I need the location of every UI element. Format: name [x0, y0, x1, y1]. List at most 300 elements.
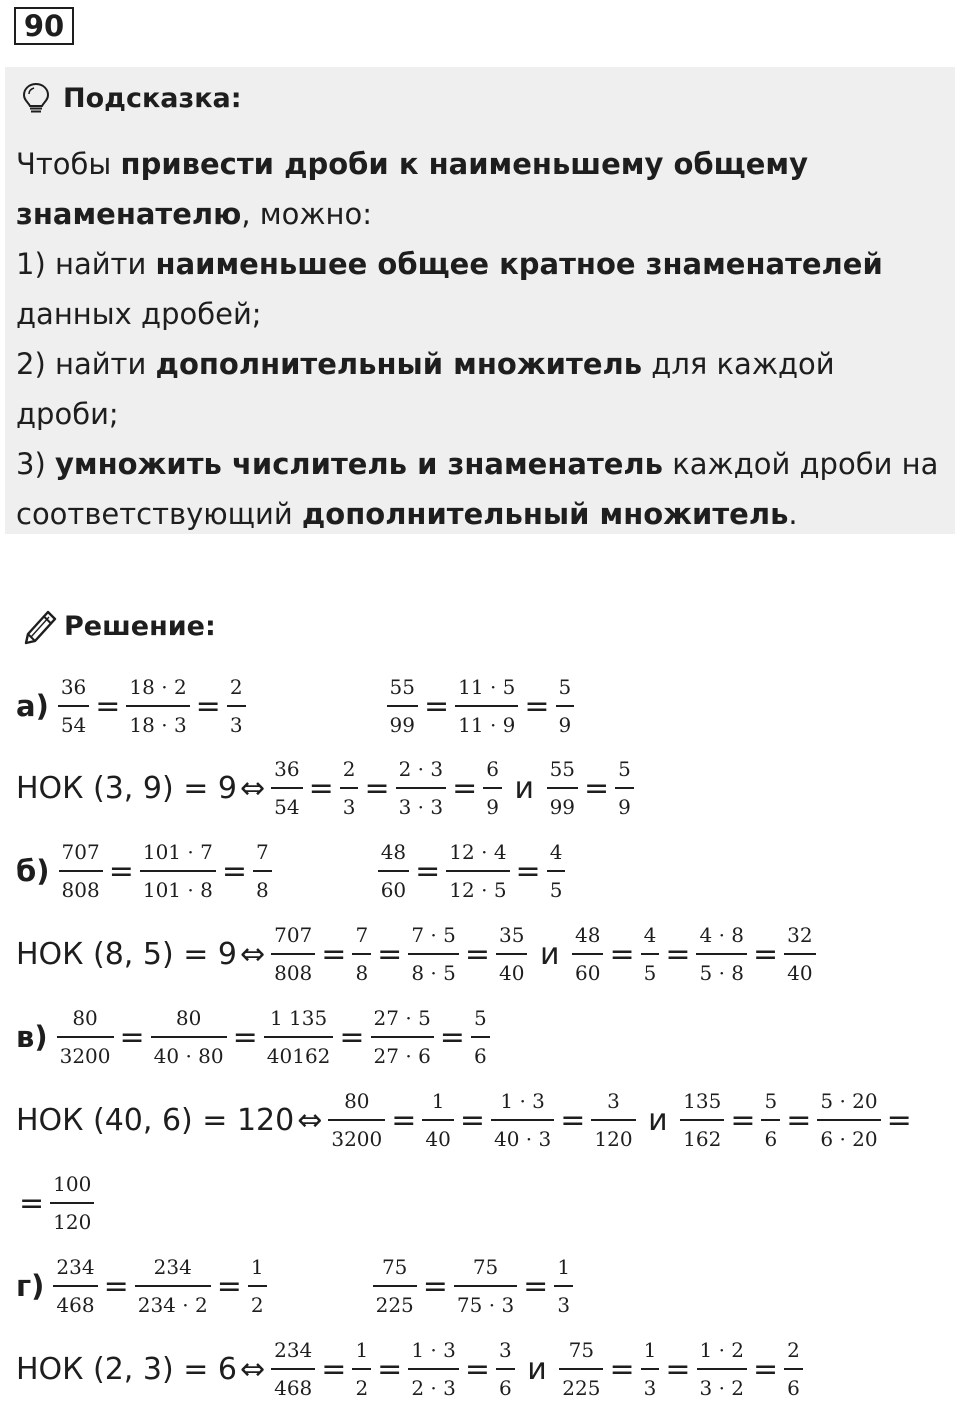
numerator: 4 · 8 — [699, 923, 745, 947]
operator: = — [364, 770, 390, 806]
item-label: г) — [16, 1269, 45, 1303]
hint-paragraph — [16, 139, 941, 239]
hint-text-run: 3) — [16, 447, 55, 481]
numerator: 5 — [473, 1006, 487, 1030]
fraction-bar — [140, 870, 216, 872]
denominator: 120 — [594, 1127, 633, 1151]
operator: = — [753, 1351, 779, 1387]
numerator: 32 — [787, 923, 813, 947]
fraction — [641, 1337, 660, 1401]
task-number: 90 — [14, 7, 74, 45]
numerator: 27 · 5 — [373, 1006, 431, 1030]
denominator: 18 · 3 — [129, 713, 187, 737]
numerator: 1 · 2 — [699, 1338, 745, 1362]
operator: = — [464, 936, 490, 972]
fraction-bar — [556, 705, 575, 707]
fraction — [547, 756, 578, 820]
fraction-bar — [547, 870, 566, 872]
denominator: 101 · 8 — [142, 878, 213, 902]
operator: = — [308, 770, 334, 806]
numerator: 18 · 2 — [129, 675, 187, 699]
fraction-bar — [352, 953, 371, 955]
denominator: 808 — [61, 878, 100, 902]
solution-line — [16, 1001, 493, 1073]
fraction-bar — [227, 705, 246, 707]
numerator: 707 — [61, 840, 100, 864]
fraction — [496, 1337, 515, 1401]
numerator: 4 — [643, 923, 657, 947]
numerator: 75 — [381, 1255, 408, 1279]
expression-text: и — [504, 770, 544, 806]
fraction — [784, 922, 815, 986]
bold-term: дополнительный множитель — [301, 497, 789, 531]
fraction — [396, 756, 447, 820]
fraction — [352, 1337, 371, 1401]
fraction — [151, 1005, 227, 1069]
fraction — [471, 1005, 490, 1069]
solution-line — [16, 752, 637, 824]
numerator: 2 — [229, 675, 243, 699]
operator: = — [753, 936, 779, 972]
hint-header — [19, 81, 242, 115]
fraction-bar — [547, 787, 578, 789]
fraction-bar — [57, 1036, 114, 1038]
fraction-bar — [491, 1119, 554, 1121]
fraction — [371, 1005, 434, 1069]
operator: = — [415, 853, 441, 889]
fraction — [454, 1254, 517, 1318]
numerator: 2 — [342, 757, 356, 781]
denominator: 6 — [787, 1376, 800, 1400]
fraction — [455, 674, 518, 738]
fraction — [50, 1171, 94, 1235]
operator: = — [221, 853, 247, 889]
denominator: 3 — [229, 713, 243, 737]
denominator: 40162 — [266, 1044, 331, 1068]
expression-text: и — [517, 1351, 557, 1387]
denominator: 3200 — [331, 1127, 383, 1151]
fraction-bar — [271, 1368, 315, 1370]
bold-term: дополнительный множитель — [155, 347, 643, 381]
fraction — [496, 922, 527, 986]
denominator: 8 — [355, 961, 369, 985]
hint-text-run: . — [788, 497, 798, 531]
operator: = — [524, 688, 550, 724]
denominator: 40 — [787, 961, 813, 985]
denominator: 225 — [375, 1293, 414, 1317]
numerator: 35 — [498, 923, 525, 947]
denominator: 2 · 3 — [411, 1376, 456, 1400]
fraction-bar — [697, 1368, 748, 1370]
fraction-bar — [248, 1285, 267, 1287]
fraction-bar — [271, 953, 315, 955]
fraction — [340, 756, 359, 820]
denominator: 3 · 2 — [699, 1376, 745, 1400]
denominator: 3200 — [59, 1044, 111, 1068]
fraction — [57, 1005, 114, 1069]
denominator: 40 — [498, 961, 525, 985]
operator: = — [95, 688, 121, 724]
item-label: а) — [16, 689, 49, 723]
operator: = — [19, 1185, 45, 1221]
fraction — [378, 839, 409, 903]
numerator: 48 — [380, 840, 407, 864]
denominator: 60 — [575, 961, 601, 985]
fraction-bar — [784, 1368, 803, 1370]
fraction — [680, 1088, 724, 1152]
denominator: 120 — [53, 1210, 92, 1234]
denominator: 40 · 3 — [494, 1127, 552, 1151]
fraction — [615, 756, 634, 820]
fraction-bar — [340, 787, 359, 789]
fraction-bar — [371, 1036, 434, 1038]
solution-line — [16, 918, 819, 990]
operator: = — [886, 1102, 912, 1138]
solution-line — [16, 1250, 576, 1322]
fraction-bar — [53, 1285, 97, 1287]
hint-paragraph — [16, 339, 941, 439]
denominator: 8 · 5 — [411, 961, 456, 985]
operator: = — [515, 853, 541, 889]
hint-text-run: Чтобы — [16, 147, 121, 181]
operator: ⇔ — [297, 1102, 323, 1138]
fraction — [271, 1337, 315, 1401]
item-label: в) — [16, 1020, 48, 1054]
numerator: 2 — [787, 1338, 800, 1362]
denominator: 54 — [60, 713, 87, 737]
fraction — [641, 922, 660, 986]
hint-panel — [5, 67, 955, 534]
fraction — [697, 1337, 748, 1401]
bold-term: умножить числитель и знаменатель — [54, 447, 664, 481]
fraction — [559, 1337, 603, 1401]
operator: = — [665, 1351, 691, 1387]
numerator: 7 · 5 — [411, 923, 456, 947]
fraction — [483, 756, 502, 820]
numerator: 234 — [56, 1255, 95, 1279]
numerator: 234 — [274, 1338, 313, 1362]
expression-text: НОК (3, 9) = 9 — [16, 770, 237, 806]
denominator: 234 · 2 — [137, 1293, 208, 1317]
denominator: 3 — [643, 1376, 657, 1400]
numerator: 80 — [72, 1006, 98, 1030]
fraction — [59, 839, 103, 903]
numerator: 75 — [568, 1338, 595, 1362]
operator: = — [232, 1019, 258, 1055]
numerator: 3 — [607, 1089, 620, 1113]
operator: = — [523, 1268, 549, 1304]
numerator: 707 — [274, 923, 313, 947]
fraction — [696, 922, 747, 986]
hint-text-run: каждой дроби на соответствующий — [16, 447, 939, 531]
numerator: 55 — [549, 757, 576, 781]
operator: = — [422, 1268, 448, 1304]
denominator: 5 · 8 — [699, 961, 745, 985]
expression-text: НОК (40, 6) = 120 — [16, 1102, 295, 1138]
operator: = — [119, 1019, 145, 1055]
fraction — [248, 1254, 267, 1318]
fraction-bar — [58, 705, 89, 707]
denominator: 8 — [255, 878, 269, 902]
fraction — [556, 674, 575, 738]
denominator: 5 — [549, 878, 563, 902]
fraction-bar — [387, 705, 418, 707]
fraction — [554, 1254, 573, 1318]
operator: = — [339, 1019, 365, 1055]
numerator: 1 · 3 — [411, 1338, 456, 1362]
numerator: 7 — [355, 923, 369, 947]
denominator: 9 — [558, 713, 572, 737]
denominator: 6 — [473, 1044, 487, 1068]
fraction-bar — [680, 1119, 724, 1121]
bold-term: привести дроби к наименьшему общему знаменателю — [16, 147, 808, 231]
fraction — [264, 1005, 334, 1069]
numerator: 3 — [498, 1338, 512, 1362]
denominator: 9 — [618, 795, 631, 819]
denominator: 3 — [557, 1293, 571, 1317]
denominator: 162 — [683, 1127, 722, 1151]
hint-text-run: данных дробей; — [16, 297, 262, 331]
numerator: 1 — [355, 1338, 369, 1362]
hint-paragraph — [16, 439, 941, 539]
fraction-bar — [471, 1036, 490, 1038]
fraction — [253, 839, 272, 903]
hint-text — [16, 139, 941, 539]
denominator: 75 · 3 — [456, 1293, 515, 1317]
numerator: 5 · 20 — [820, 1089, 878, 1113]
denominator: 6 — [764, 1127, 778, 1151]
operator: = — [439, 1019, 465, 1055]
hint-paragraph — [16, 239, 941, 339]
fraction — [271, 756, 302, 820]
operator: = — [195, 688, 221, 724]
numerator: 2 · 3 — [398, 757, 444, 781]
numerator: 4 — [549, 840, 563, 864]
fraction-bar — [271, 787, 302, 789]
hint-text-run: , можно: — [241, 197, 373, 231]
fraction-bar — [135, 1285, 211, 1287]
numerator: 1 — [557, 1255, 571, 1279]
fraction — [547, 839, 566, 903]
fraction-bar — [264, 1036, 334, 1038]
denominator: 2 — [355, 1376, 369, 1400]
hint-text-run: 2) найти — [16, 347, 156, 381]
fraction-bar — [483, 787, 502, 789]
fraction — [140, 839, 216, 903]
fraction — [126, 674, 189, 738]
numerator: 234 — [153, 1255, 192, 1279]
solution-line — [16, 1333, 806, 1405]
numerator: 6 — [486, 757, 499, 781]
fraction-bar — [559, 1368, 603, 1370]
hint-text-run: для каждой дроби; — [16, 347, 835, 431]
fraction — [352, 922, 371, 986]
fraction — [373, 1254, 417, 1318]
denominator: 12 · 5 — [449, 878, 507, 902]
numerator: 80 — [175, 1006, 202, 1030]
fraction-bar — [572, 953, 603, 955]
hint-title: Подсказка: — [63, 82, 242, 114]
fraction-bar — [455, 705, 518, 707]
fraction-bar — [408, 1368, 459, 1370]
denominator: 6 · 20 — [820, 1127, 878, 1151]
numerator: 1 — [643, 1338, 657, 1362]
numerator: 1 · 3 — [500, 1089, 545, 1113]
fraction-bar — [253, 870, 272, 872]
operator: = — [321, 1351, 347, 1387]
numerator: 11 · 5 — [458, 675, 516, 699]
numerator: 1 135 — [269, 1006, 328, 1030]
operator: ⇔ — [239, 1351, 266, 1387]
expression-text: и — [530, 936, 570, 972]
fraction — [328, 1088, 385, 1152]
operator: = — [730, 1102, 756, 1138]
denominator: 2 — [250, 1293, 264, 1317]
fraction-bar — [496, 953, 527, 955]
operator: = — [377, 1351, 403, 1387]
numerator: 5 — [764, 1089, 778, 1113]
numerator: 1 — [250, 1255, 264, 1279]
numerator: 135 — [683, 1089, 722, 1113]
numerator: 1 — [431, 1089, 445, 1113]
operator: = — [609, 1351, 635, 1387]
operator: ⇔ — [239, 936, 266, 972]
pencil-icon — [18, 604, 62, 648]
fraction-bar — [591, 1119, 635, 1121]
denominator: 60 — [380, 878, 407, 902]
expression-text: и — [638, 1102, 678, 1138]
fraction-bar — [396, 787, 447, 789]
fraction-bar — [784, 953, 815, 955]
denominator: 11 · 9 — [458, 713, 516, 737]
fraction — [227, 674, 246, 738]
operator: = — [459, 1102, 485, 1138]
numerator: 36 — [60, 675, 87, 699]
solution-line — [16, 1084, 915, 1156]
fraction-bar — [352, 1368, 371, 1370]
numerator: 12 · 4 — [449, 840, 507, 864]
operator: = — [786, 1102, 812, 1138]
expression-text: НОК (2, 3) = 6 — [16, 1351, 237, 1387]
operator: = — [216, 1268, 242, 1304]
operator: = — [609, 936, 635, 972]
numerator: 5 — [618, 757, 631, 781]
operator: = — [108, 853, 134, 889]
solution-line — [16, 1167, 97, 1239]
fraction-bar — [817, 1119, 880, 1121]
fraction-bar — [696, 953, 747, 955]
numerator: 75 — [472, 1255, 499, 1279]
fraction-bar — [554, 1285, 573, 1287]
numerator: 101 · 7 — [142, 840, 213, 864]
item-label: б) — [16, 854, 50, 888]
solution-line — [16, 670, 577, 742]
fraction — [135, 1254, 211, 1318]
operator: = — [584, 770, 610, 806]
denominator: 6 — [498, 1376, 512, 1400]
hint-text-run: 1) найти — [16, 247, 156, 281]
fraction — [761, 1088, 780, 1152]
fraction — [58, 674, 89, 738]
denominator: 468 — [274, 1376, 313, 1400]
fraction — [784, 1337, 803, 1401]
fraction-bar — [378, 870, 409, 872]
operator: = — [665, 936, 691, 972]
lightbulb-icon — [19, 81, 53, 115]
denominator: 40 — [425, 1127, 451, 1151]
fraction-bar — [373, 1285, 417, 1287]
solution-line — [16, 835, 568, 907]
numerator: 80 — [344, 1089, 370, 1113]
solution-title: Решение: — [64, 610, 216, 642]
fraction — [591, 1088, 635, 1152]
fraction-bar — [151, 1036, 227, 1038]
bold-term: наименьшее общее кратное знаменателей — [155, 247, 883, 281]
fraction-bar — [50, 1202, 94, 1204]
fraction-bar — [641, 1368, 660, 1370]
fraction-bar — [641, 953, 660, 955]
operator: = — [377, 936, 403, 972]
fraction — [408, 922, 459, 986]
fraction-bar — [454, 1285, 517, 1287]
operator: = — [103, 1268, 129, 1304]
numerator: 55 — [389, 675, 415, 699]
denominator: 3 — [342, 795, 356, 819]
fraction-bar — [126, 705, 189, 707]
fraction-bar — [446, 870, 509, 872]
denominator: 99 — [549, 795, 576, 819]
operator: = — [321, 936, 347, 972]
denominator: 808 — [274, 961, 313, 985]
denominator: 54 — [274, 795, 300, 819]
numerator: 36 — [274, 757, 300, 781]
fraction-bar — [59, 870, 103, 872]
operator: = — [464, 1351, 490, 1387]
operator: = — [391, 1102, 417, 1138]
fraction-bar — [328, 1119, 385, 1121]
operator: = — [452, 770, 478, 806]
fraction-bar — [615, 787, 634, 789]
denominator: 225 — [562, 1376, 601, 1400]
operator: ⇔ — [239, 770, 266, 806]
operator: = — [424, 688, 450, 724]
numerator: 100 — [53, 1172, 92, 1196]
fraction — [446, 839, 509, 903]
denominator: 9 — [486, 795, 499, 819]
denominator: 3 · 3 — [398, 795, 444, 819]
denominator: 40 · 80 — [153, 1044, 224, 1068]
fraction — [53, 1254, 97, 1318]
numerator: 5 — [558, 675, 572, 699]
fraction — [422, 1088, 453, 1152]
fraction — [271, 922, 315, 986]
denominator: 99 — [389, 713, 415, 737]
solution-header — [18, 604, 216, 648]
fraction — [387, 674, 418, 738]
denominator: 5 — [643, 961, 657, 985]
numerator: 7 — [255, 840, 269, 864]
fraction — [408, 1337, 459, 1401]
denominator: 468 — [56, 1293, 95, 1317]
fraction-bar — [496, 1368, 515, 1370]
denominator: 27 · 6 — [373, 1044, 431, 1068]
fraction — [572, 922, 603, 986]
numerator: 48 — [575, 923, 601, 947]
fraction-bar — [761, 1119, 780, 1121]
fraction — [817, 1088, 880, 1152]
operator: = — [560, 1102, 586, 1138]
expression-text: НОК (8, 5) = 9 — [16, 936, 237, 972]
